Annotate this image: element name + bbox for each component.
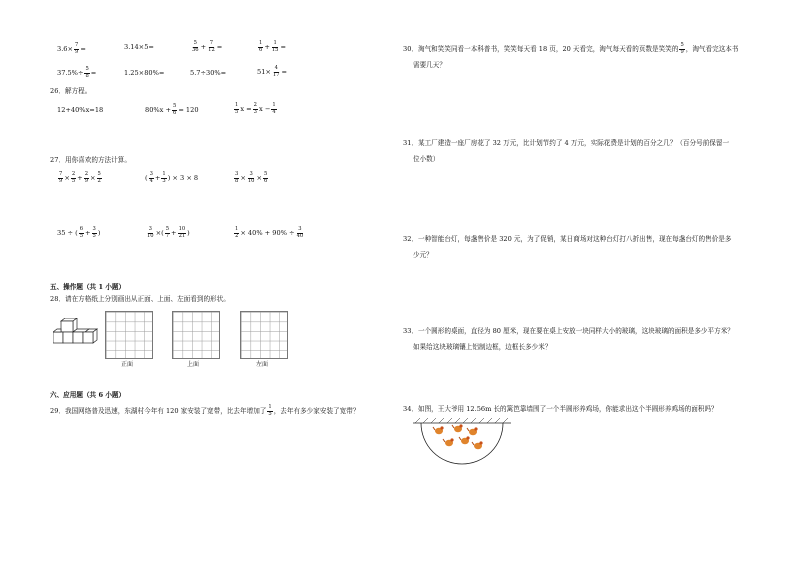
fraction: $\frac{2}{3}$ [253, 102, 257, 115]
fraction: $\frac{1}{3}$ [162, 171, 166, 184]
q27-f: $\frac{1}{2}$ × 40% + 90% ÷ $\frac{3}{40}$ [235, 226, 304, 239]
calc-text: 3.6× [57, 45, 74, 54]
fraction: $\frac{3}{5}$ [92, 226, 96, 239]
label-front-view: 正面 [121, 361, 134, 368]
chicken-icons [433, 424, 483, 449]
calc-r1-c1: 3.6× $\frac{7}{9}$ = [57, 42, 86, 55]
fraction: $\frac{10}{21}$ [178, 226, 186, 239]
section-6-heading: 六、应用题（共 6 小题） [50, 391, 126, 399]
fraction: $\frac{3}{10}$ [147, 226, 154, 239]
q32-line1: 32．一种智能台灯，每盏售价是 320 元，为了促销，某日商场对这种台灯打八折出售，现在每盏台灯的售价是多 [403, 235, 732, 243]
fraction: $\frac{5}{9}$ [680, 42, 684, 55]
fraction: $\frac{7}{9}$ [75, 42, 79, 55]
fraction: $\frac{5}{6}$ [263, 171, 268, 184]
q27-title: 27．用你喜欢的方法计算。 [50, 156, 131, 164]
fraction: $\frac{5}{8}$ [85, 66, 89, 79]
q33-line2: 如果给这块玻璃镶上铝制边框，边框长多少米？ [413, 343, 552, 351]
grid-front-view[interactable] [105, 311, 153, 359]
fraction: $\frac{7}{12}$ [208, 40, 215, 53]
fraction: $\frac{5}{36}$ [192, 40, 199, 53]
calc-r2-c2: 1.25×80%= [124, 69, 165, 77]
fraction: $\frac{3}{8}$ [235, 171, 239, 184]
q30-line1: 30．淘气和笑笑同看一本科普书，笑笑每天看 18 页，20 天看完，淘气每天看的页数是笑笑的 $\frac{5}{9}$ ，淘气看完这本书 [403, 42, 739, 55]
fraction: $\frac{1}{2}$ [235, 226, 239, 239]
fraction: $\frac{3}{40}$ [296, 226, 304, 239]
fraction: $\frac{4}{17}$ [272, 65, 280, 78]
q27-e: $\frac{3}{10}$ ×( $\frac{5}{7}$ + $\frac{10}{21}$ ) [147, 226, 190, 239]
chicken-coop-figure [411, 417, 515, 469]
fraction: $\frac{1}{6}$ [259, 40, 263, 53]
q27-d: 35 ÷ ( $\frac{6}{5}$ + $\frac{3}{5}$ ) [57, 226, 101, 239]
cube-stack-figure [53, 318, 99, 350]
fraction: $\frac{1}{15}$ [271, 40, 279, 53]
fraction: $\frac{2}{9}$ [84, 171, 88, 184]
fraction: $\frac{1}{5}$ [235, 102, 239, 115]
q31-line2: 位小数） [413, 155, 440, 163]
fraction: $\frac{5}{2}$ [97, 171, 101, 184]
q33-line1: 33．一个圆形的桌面，直径为 80 厘米，现在要在桌上安放一块同样大小的玻璃，这块玻璃的面积是多少平方米？ [403, 327, 734, 335]
label-top-view: 上面 [187, 361, 200, 368]
calc-r1-c4: $\frac{1}{6}$ + $\frac{1}{15}$ = [259, 40, 286, 53]
fraction: $\frac{1}{4}$ [272, 102, 276, 115]
fraction: $\frac{6}{5}$ [79, 226, 83, 239]
q34-text: 34．如图，王大爷用 12.56m 长的篱笆靠墙围了一个半圆形养鸡场，你能求出这个半圆形养鸡场的面积吗？ [403, 405, 718, 413]
q26-eq2: 80%x + $\frac{5}{6}$ = 120 [145, 103, 199, 116]
fraction: $\frac{5}{7}$ [165, 226, 170, 239]
calc-r1-c3: $\frac{5}{36}$ + $\frac{7}{12}$ = [192, 40, 223, 53]
label-left-view: 左面 [256, 361, 269, 368]
q26-eq3: $\frac{1}{5}$ x = $\frac{2}{3}$ x − $\frac{1}{4}$ [235, 102, 276, 115]
fraction: $\frac{5}{6}$ [173, 103, 177, 116]
section-5-heading: 五、操作题（共 1 小题） [50, 283, 126, 291]
fraction: $\frac{3}{10}$ [247, 171, 255, 184]
q30-line2: 需要几天？ [413, 61, 446, 69]
q29-text: 29．我国网络普及迅速，东湖村今年有 120 家安装了宽带，比去年增加了 $\frac{1}{5}$ ，去年有多少家安装了宽带？ [50, 404, 360, 417]
q28-title: 28．请在方格纸上分别画出从正面、上面、左面看到的形状。 [50, 295, 230, 303]
fraction: $\frac{1}{5}$ [268, 404, 272, 417]
q31-line1: 31．某工厂建造一座厂房花了 32 万元，比计划节约了 4 万元，实际花费是计划的百分之几？（百分号前保留一 [403, 139, 730, 147]
fraction: $\frac{2}{5}$ [71, 171, 76, 184]
calc-r2-c3: 5.7÷30%= [190, 69, 227, 77]
q26-title: 26．解方程。 [50, 87, 92, 95]
q32-line2: 少元？ [413, 251, 433, 259]
calc-r2-c1: 37.5%÷ $\frac{5}{8}$ = [57, 66, 97, 79]
q27-c: $\frac{3}{8}$ × $\frac{3}{10}$ × $\frac{5}{6}$ [235, 171, 268, 184]
fraction: $\frac{3}{4}$ [149, 171, 153, 184]
q27-b: ( $\frac{3}{4}$ + $\frac{1}{3}$ ) × 3 × 8 [145, 171, 199, 184]
grid-top-view[interactable] [172, 311, 220, 359]
calc-r2-c4: 51× $\frac{4}{17}$ = [257, 65, 288, 78]
q26-eq1: 12+40%x=18 [57, 106, 104, 114]
q27-a: $\frac{7}{9}$ × $\frac{2}{5}$ + $\frac{2}{9}$ × $\frac{5}{2}$ [59, 171, 101, 184]
calc-r1-c2: 3.14×5= [124, 43, 154, 51]
fraction: $\frac{7}{9}$ [59, 171, 63, 184]
grid-left-view[interactable] [240, 311, 288, 359]
